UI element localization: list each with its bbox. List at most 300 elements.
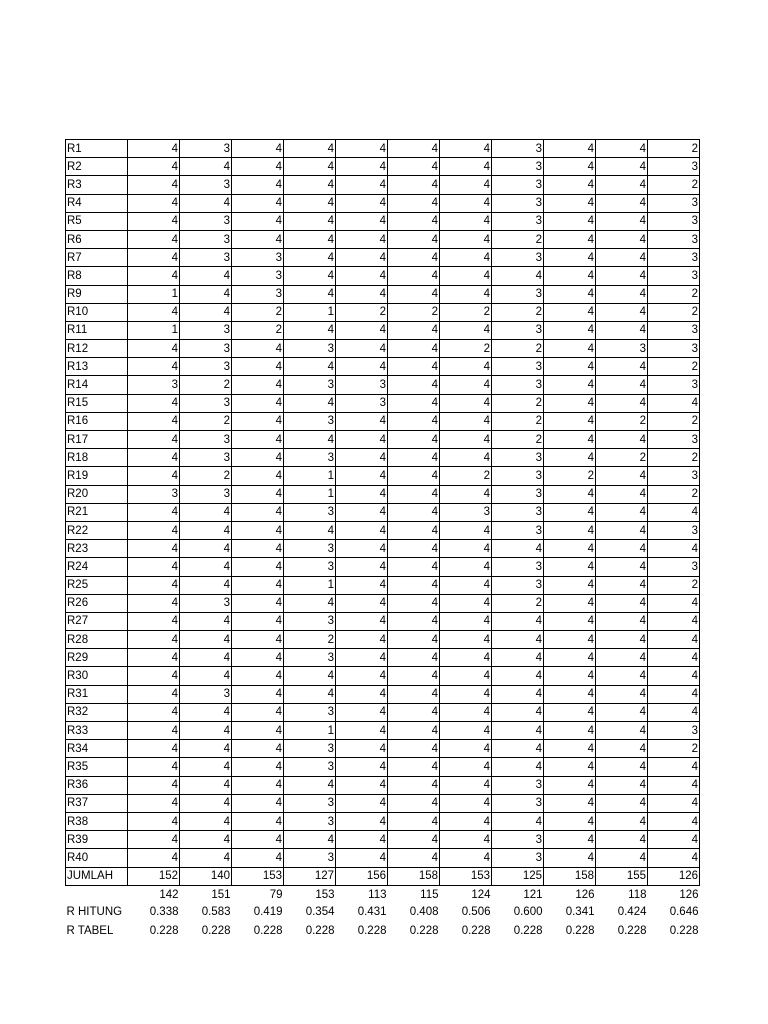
table-cell: 4 [544,612,596,630]
table-row [66,776,700,794]
table-row [66,249,700,267]
table-cell: 4 [492,267,544,285]
table-cell: 4 [648,794,700,812]
table-cell: 4 [596,303,648,321]
table-cell: 3 [284,340,336,358]
table-cell: 4 [232,394,284,412]
table-cell: 4 [128,267,180,285]
table-cell: 4 [232,176,284,194]
table-cell: 4 [388,340,440,358]
table-cell: 4 [544,540,596,558]
table-cell: 1 [128,321,180,339]
table-row [66,540,700,558]
table-cell: 4 [440,758,492,776]
table-cell: 4 [440,431,492,449]
table-cell: 0.424 [617,906,647,919]
table-cell: 4 [388,776,440,794]
table-cell: 4 [128,503,180,521]
table-cell: 1 [284,303,336,321]
table-cell: 115 [420,888,439,901]
summary-row [66,922,700,940]
table-cell: 158 [544,867,596,885]
table-cell: 4 [284,176,336,194]
table-cell: 4 [336,558,388,576]
table-cell: 3 [492,521,544,539]
table-cell: 4 [128,176,180,194]
table-cell: 4 [336,521,388,539]
table-cell: 4 [648,812,700,830]
table-row [66,631,700,649]
table-cell: 4 [128,558,180,576]
table-cell: 4 [388,376,440,394]
table-cell: 3 [492,449,544,467]
table-cell: 4 [544,267,596,285]
table-cell: 4 [180,758,232,776]
table-row [66,849,700,867]
table-cell: 4 [284,249,336,267]
table-cell: 4 [648,394,700,412]
table-cell: 4 [128,521,180,539]
table-cell: 4 [648,612,700,630]
table-cell: 4 [492,685,544,703]
table-cell: 4 [544,140,596,158]
table-cell: 1 [128,285,180,303]
table-cell: 4 [128,194,180,212]
table-cell: 3 [596,340,648,358]
table-cell: 4 [648,685,700,703]
table-row [66,722,700,740]
table-row [66,740,700,758]
table-cell: 142 [159,888,179,901]
table-cell: 2 [336,303,388,321]
table-cell: 0.228 [669,924,699,937]
table-cell: 3 [492,358,544,376]
table-cell: 4 [180,722,232,740]
table-cell: 4 [440,267,492,285]
summary-row [66,885,700,903]
table-cell: 4 [388,812,440,830]
table-row [66,431,700,449]
table-cell: 2 [180,376,232,394]
table-cell: 4 [232,212,284,230]
table-cell: 4 [648,503,700,521]
table-cell: 0.338 [149,906,179,919]
table-row [66,176,700,194]
table-cell: 4 [128,594,180,612]
table-cell: 4 [648,703,700,721]
table-cell: 3 [284,758,336,776]
table-row [66,358,700,376]
table-cell: 3 [284,849,336,867]
table-cell: 4 [128,758,180,776]
table-cell: 4 [232,758,284,776]
table-cell: 2 [232,303,284,321]
table-cell: 4 [388,485,440,503]
table-cell: 4 [440,722,492,740]
table-cell: 4 [440,594,492,612]
table-cell: 4 [128,722,180,740]
table-cell: 4 [232,230,284,248]
table-cell: 2 [596,449,648,467]
table-cell: 4 [596,158,648,176]
table-cell: 113 [368,888,387,901]
row-label: R14 [66,376,128,394]
table-cell: 4 [336,685,388,703]
table-cell: 126 [679,888,699,901]
table-cell: 4 [440,140,492,158]
table-cell: 4 [388,158,440,176]
table-cell: 4 [596,812,648,830]
table-cell: 3 [180,358,232,376]
table-cell: 4 [440,540,492,558]
table-cell: 4 [596,758,648,776]
table-cell: 4 [336,321,388,339]
table-cell: 4 [232,849,284,867]
table-cell: 2 [648,740,700,758]
table-cell: 3 [648,230,700,248]
table-cell: 4 [544,503,596,521]
table-row [66,194,700,212]
table-cell: 4 [336,249,388,267]
table-cell: 4 [336,849,388,867]
row-label: R18 [66,449,128,467]
table-cell: 4 [492,612,544,630]
table-cell: 4 [128,831,180,849]
table-cell: 4 [232,831,284,849]
table-cell: 3 [180,685,232,703]
table-cell: 4 [596,140,648,158]
table-cell: 4 [232,412,284,430]
row-label: R37 [66,794,128,812]
table-cell: 4 [440,776,492,794]
table-cell: 4 [284,140,336,158]
table-cell: 3 [284,649,336,667]
table-cell: 0.419 [253,906,283,919]
table-cell: 4 [388,703,440,721]
table-cell: 4 [128,394,180,412]
table-cell: 0.354 [305,906,335,919]
table-cell: 4 [232,649,284,667]
table-cell: 0.228 [513,924,543,937]
table-cell: 4 [336,794,388,812]
table-cell: 4 [440,485,492,503]
table-cell: 4 [544,394,596,412]
row-label: R TABEL [66,924,114,937]
table-cell: 4 [180,740,232,758]
table-row [66,140,700,158]
table-cell: 4 [544,303,596,321]
table-cell: 4 [336,449,388,467]
table-cell: 3 [492,776,544,794]
table-cell: 4 [128,431,180,449]
table-cell: 4 [544,758,596,776]
table-cell: 4 [128,303,180,321]
table-cell: 4 [596,831,648,849]
table-cell: 3 [648,158,700,176]
table-cell: 4 [596,649,648,667]
table-cell: 4 [336,722,388,740]
table-cell: 4 [284,230,336,248]
table-cell: 1 [284,467,336,485]
table-cell: 4 [180,521,232,539]
table-cell: 4 [388,412,440,430]
table-cell: 0.228 [357,924,387,937]
table-cell: 4 [284,212,336,230]
table-cell: 4 [388,194,440,212]
table-cell: 2 [440,340,492,358]
table-cell: 4 [648,776,700,794]
table-cell: 4 [388,722,440,740]
table-row [66,230,700,248]
table-cell: 4 [440,831,492,849]
table-cell: 4 [232,376,284,394]
table-cell: 4 [284,358,336,376]
row-label: R20 [66,485,128,503]
table-cell: 4 [492,812,544,830]
table-cell: 79 [269,888,283,901]
table-row [66,758,700,776]
table-cell: 0.228 [461,924,491,937]
table-cell: 4 [440,249,492,267]
table-cell: 3 [180,449,232,467]
table-cell: 4 [596,376,648,394]
table-cell: 4 [336,176,388,194]
table-cell: 4 [180,194,232,212]
table-cell: 4 [336,467,388,485]
table-cell: 4 [492,649,544,667]
table-cell: 2 [492,230,544,248]
table-cell: 4 [232,431,284,449]
table-cell: 4 [128,412,180,430]
table-cell: 4 [232,576,284,594]
row-label: R25 [66,576,128,594]
table-cell: 4 [596,612,648,630]
table-cell: 0.228 [617,924,647,937]
table-cell: 155 [596,867,648,885]
table-cell: 4 [596,176,648,194]
table-cell: 4 [544,576,596,594]
table-cell: 4 [180,303,232,321]
table-cell: 3 [284,703,336,721]
table-row [66,485,700,503]
table-cell: 3 [492,249,544,267]
table-cell: 4 [284,776,336,794]
table-cell: 153 [232,867,284,885]
table-cell: 3 [492,558,544,576]
table-cell: 4 [440,849,492,867]
table-cell: 4 [388,631,440,649]
table-cell: 4 [492,667,544,685]
table-cell: 2 [648,449,700,467]
table-cell: 4 [596,685,648,703]
table-cell: 4 [596,358,648,376]
table-cell: 4 [336,776,388,794]
table-cell: 3 [440,503,492,521]
table-cell: 4 [336,340,388,358]
table-cell: 153 [440,867,492,885]
row-label: R29 [66,649,128,667]
table-cell: 2 [232,321,284,339]
table-cell: 4 [128,340,180,358]
table-cell: 4 [284,667,336,685]
table-cell: 4 [440,612,492,630]
table-cell: 4 [128,631,180,649]
table-cell: 4 [128,776,180,794]
table-cell: 4 [388,358,440,376]
table-cell: 3 [232,249,284,267]
table-cell: 4 [336,140,388,158]
table-cell: 3 [492,158,544,176]
table-cell: 4 [440,521,492,539]
table-cell: 4 [232,794,284,812]
table-cell: 4 [128,667,180,685]
table-cell: 156 [336,867,388,885]
table-cell: 2 [440,303,492,321]
row-label: R32 [66,703,128,721]
table-cell: 0.431 [357,906,387,919]
table-row [66,467,700,485]
table-cell: 4 [544,812,596,830]
table-cell: 4 [180,776,232,794]
row-label: R12 [66,340,128,358]
table-cell: 2 [492,303,544,321]
table-cell: 4 [596,722,648,740]
table-cell: 4 [648,649,700,667]
table-cell: 4 [128,249,180,267]
table-cell: 4 [596,776,648,794]
table-body [66,140,700,940]
table-cell: 4 [440,194,492,212]
table-cell: 4 [544,703,596,721]
table-cell: 3 [180,140,232,158]
table-cell: 4 [440,667,492,685]
table-cell: 0.506 [461,906,491,919]
table-cell: 4 [544,194,596,212]
table-cell: 3 [648,376,700,394]
table-cell: 4 [440,649,492,667]
table-cell: 4 [596,321,648,339]
table-cell: 4 [336,740,388,758]
table-cell: 4 [284,158,336,176]
table-cell: 4 [596,521,648,539]
table-cell: 3 [492,831,544,849]
row-label: R33 [66,722,128,740]
table-cell: 4 [232,558,284,576]
table-row [66,285,700,303]
table-cell: 126 [575,888,595,901]
row-label: R30 [66,667,128,685]
table-cell: 4 [180,631,232,649]
table-cell: 3 [492,176,544,194]
table-row [66,685,700,703]
row-label: R8 [66,267,128,285]
table-cell: 4 [388,176,440,194]
table-cell: 3 [180,394,232,412]
table-cell: 4 [232,685,284,703]
table-cell: 0.408 [409,906,439,919]
row-label: R HITUNG [66,906,123,919]
table-cell: 4 [596,740,648,758]
table-cell: 4 [648,540,700,558]
table-cell: 3 [648,340,700,358]
table-cell: 4 [388,594,440,612]
table-cell: 4 [388,212,440,230]
table-cell: 4 [180,267,232,285]
table-cell: 4 [544,449,596,467]
table-cell: 4 [128,612,180,630]
table-cell: 4 [388,249,440,267]
table-cell: 4 [544,722,596,740]
table-cell: 4 [388,503,440,521]
table-cell: 4 [440,230,492,248]
table-cell: 4 [388,685,440,703]
row-label: R16 [66,412,128,430]
table-row [66,649,700,667]
table-cell: 3 [648,722,700,740]
table-cell: 2 [492,394,544,412]
table-cell: 2 [284,631,336,649]
table-row [66,376,700,394]
row-label: R27 [66,612,128,630]
table-cell: 0.600 [513,906,543,919]
table-cell: 4 [648,631,700,649]
row-label: R17 [66,431,128,449]
table-cell: 2 [648,285,700,303]
table-cell: 4 [388,467,440,485]
table-cell: 4 [180,503,232,521]
table-cell: 3 [180,431,232,449]
table-cell: 4 [128,794,180,812]
table-cell: 4 [284,685,336,703]
table-cell: 4 [232,140,284,158]
table-cell: 0.646 [669,906,699,919]
table-cell: 4 [388,521,440,539]
table-cell: 4 [596,230,648,248]
table-cell: 4 [440,812,492,830]
table-cell: 4 [232,449,284,467]
table-cell: 4 [596,467,648,485]
table-cell: 3 [492,212,544,230]
table-cell: 4 [596,249,648,267]
table-cell: 0.228 [565,924,595,937]
table-cell: 4 [336,831,388,849]
table-cell: 4 [388,576,440,594]
table-cell: 2 [648,412,700,430]
table-cell: 4 [544,230,596,248]
table-cell: 3 [284,794,336,812]
table-row [66,558,700,576]
table-cell: 3 [284,558,336,576]
table-cell: 4 [180,158,232,176]
row-label: R36 [66,776,128,794]
table-cell: 4 [284,194,336,212]
table-cell: 4 [440,176,492,194]
table-cell: 4 [284,394,336,412]
table-cell: 3 [284,449,336,467]
table-cell: 2 [648,485,700,503]
score-table [65,139,700,940]
table-cell: 4 [388,758,440,776]
table-cell: 4 [180,540,232,558]
table-cell: 0.228 [149,924,179,937]
row-label: R13 [66,358,128,376]
table-cell: 4 [440,558,492,576]
table-cell: 4 [544,358,596,376]
table-cell: 4 [232,722,284,740]
table-cell: 2 [492,594,544,612]
table-cell: 4 [128,812,180,830]
table-cell: 3 [648,267,700,285]
